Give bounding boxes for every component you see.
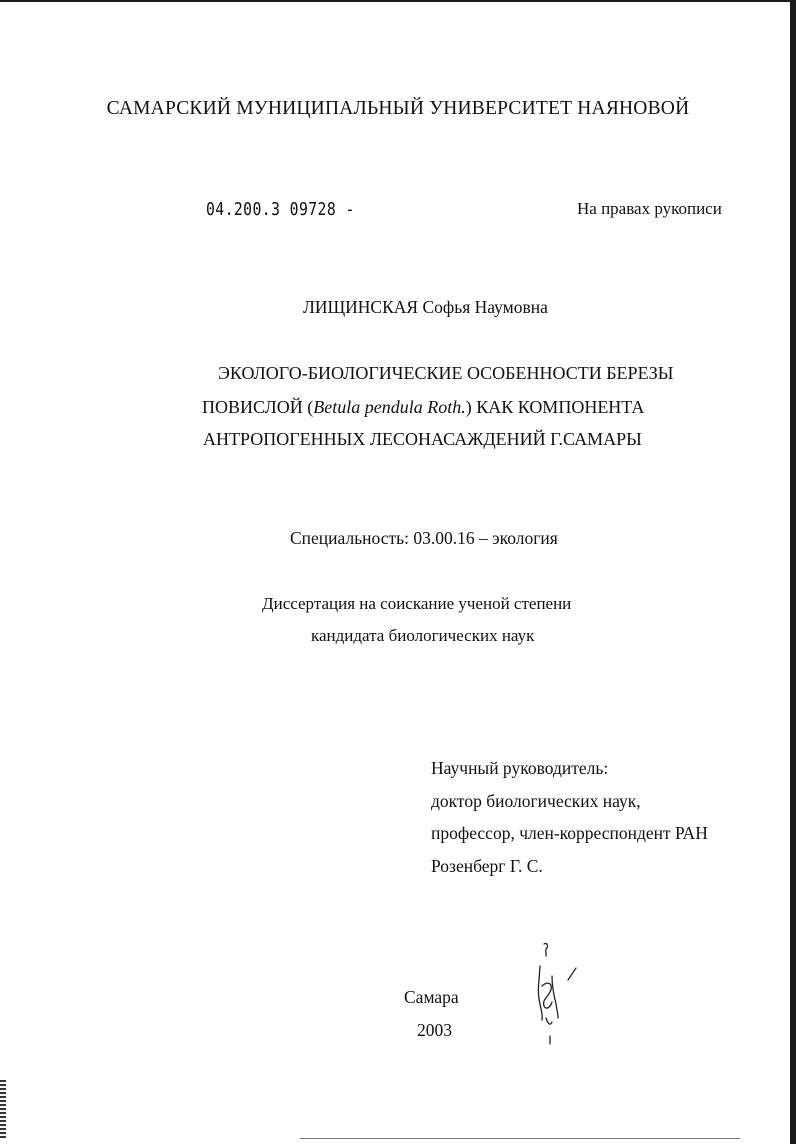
title-line-2-suffix: ) КАК КОМПОНЕНТА <box>465 397 645 417</box>
title-line-2 <box>202 396 644 418</box>
university-name: САМАРСКИЙ МУНИЦИПАЛЬНЫЙ УНИВЕРСИТЕТ НАЯНОВОЙ <box>106 98 690 119</box>
title-line-2-prefix: ПОВИСЛОЙ ( <box>202 397 314 417</box>
supervisor-label: Научный руководитель: <box>431 758 609 778</box>
year: 2003 <box>417 1020 452 1040</box>
registration-code <box>206 199 355 220</box>
bottom-rule <box>300 1138 740 1139</box>
supervisor-position: профессор, член-корреспондент РАН <box>431 823 708 843</box>
supervisor-degree: доктор биологических наук, <box>431 791 641 811</box>
species-latin-name: Betula pendula Roth. <box>313 397 466 417</box>
code-dash-mark: - <box>336 199 355 220</box>
registration-code-value: 04.200.3 09728 <box>206 199 337 220</box>
city: Самара <box>404 987 459 1007</box>
author-name: ЛИЩИНСКАЯ Софья Наумовна <box>303 297 548 317</box>
scan-top-border <box>0 0 796 2</box>
dissertation-line-1: Диссертация на соискание ученой степени <box>262 594 572 613</box>
signature-icon <box>528 940 588 1050</box>
supervisor-name: Розенберг Г. С. <box>431 856 543 876</box>
title-line-1: ЭКОЛОГО-БИОЛОГИЧЕСКИЕ ОСОБЕННОСТИ БЕРЕЗЫ <box>218 363 674 383</box>
dissertation-line-2: кандидата биологических наук <box>311 626 535 645</box>
manuscript-note: На правах рукописи <box>577 199 722 218</box>
title-line-3: АНТРОПОГЕННЫХ ЛЕСОНАСАЖДЕНИЙ Г.САМАРЫ <box>203 429 642 449</box>
specialty: Специальность: 03.00.16 – экология <box>290 528 558 548</box>
scan-right-border <box>790 0 796 1144</box>
scan-left-artifact <box>0 1080 6 1140</box>
